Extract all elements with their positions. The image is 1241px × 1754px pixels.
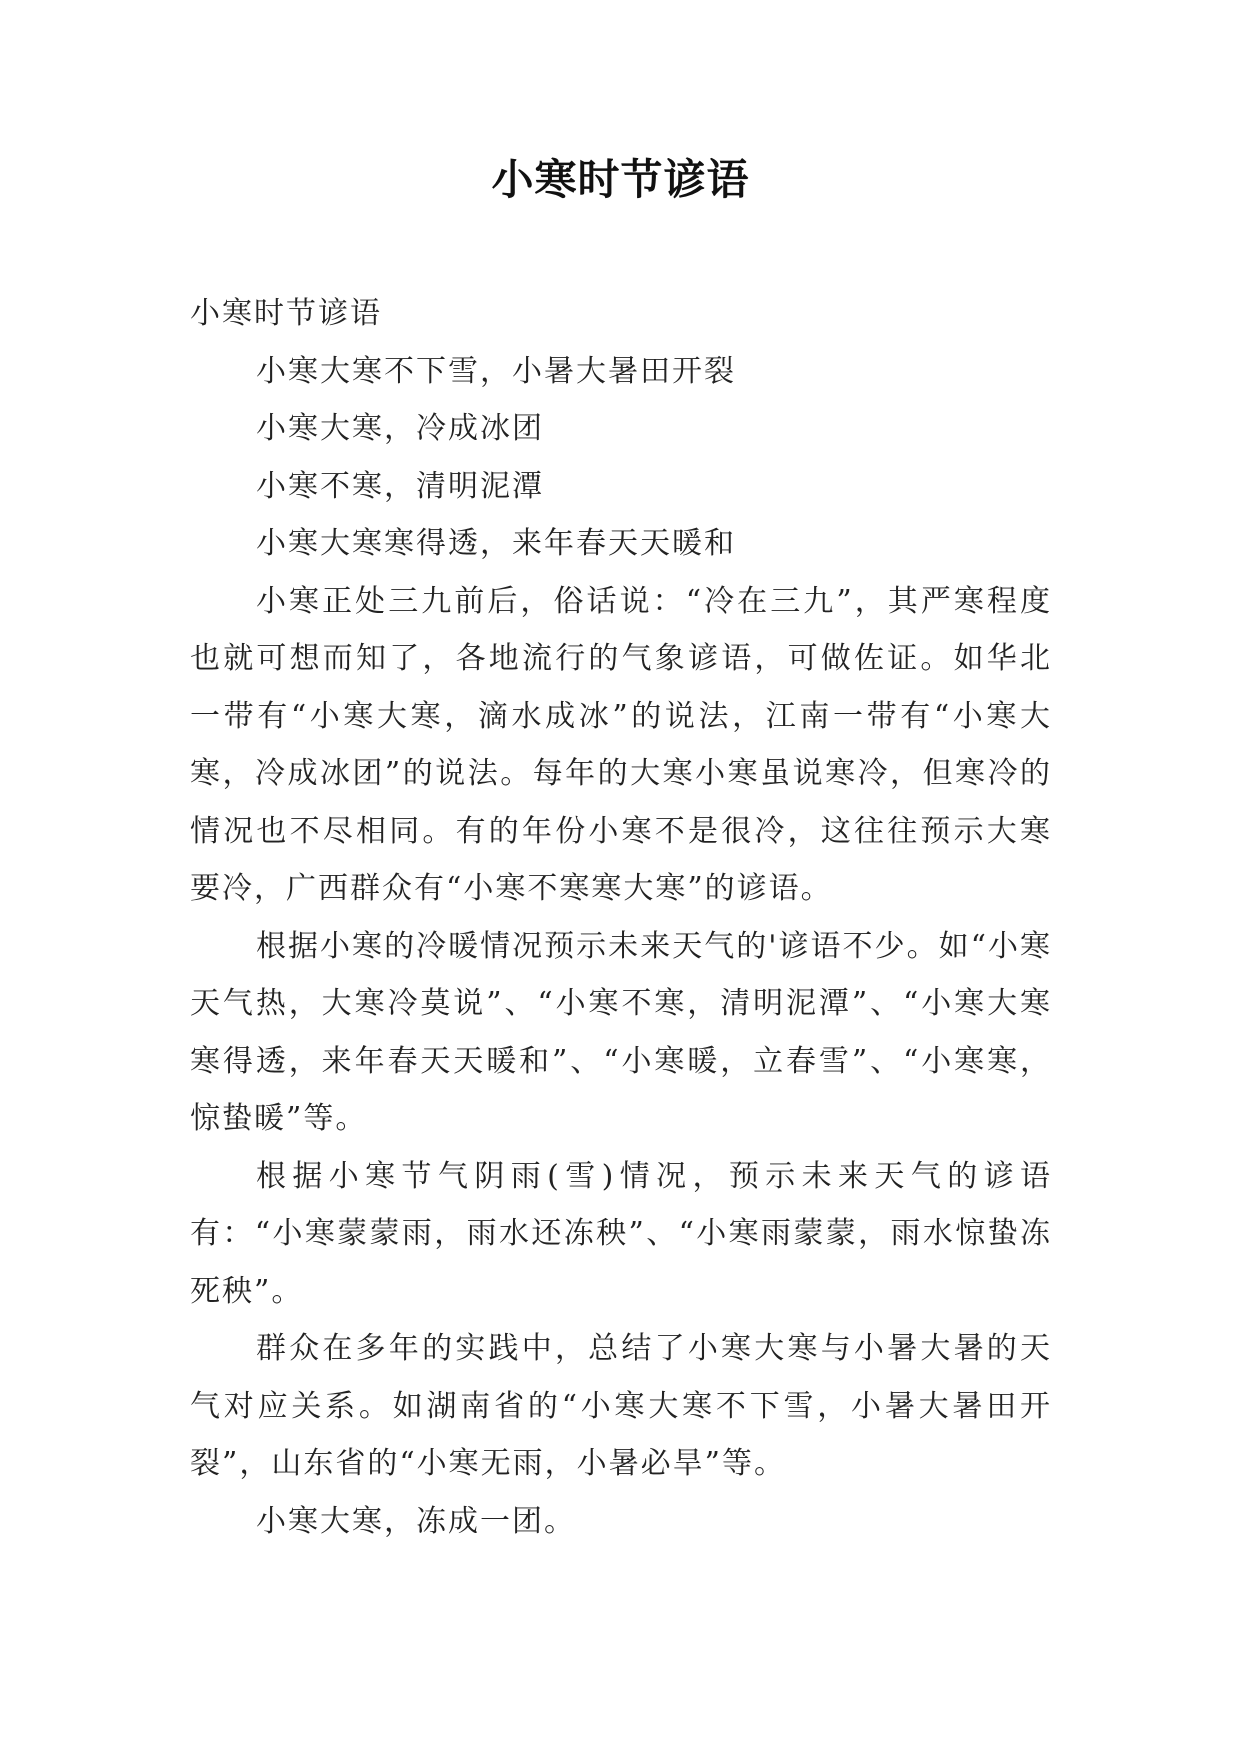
paragraph: 群众在多年的实践中，总结了小寒大寒与小暑大暑的天气对应关系。如湖南省的“小寒大寒不下雪，小暑大暑田开裂”，山东省的“小寒无雨，小暑必旱”等。 xyxy=(190,1331,1052,1481)
paragraph: 根据小寒的冷暖情况预示未来天气的'谚语不少。如“小寒天气热，大寒冷莫说”、“小寒不寒，清明泥潭”、“小寒大寒寒得透，来年春天天暖和”、“小寒暖，立春雪”、“小寒寒，惊蛰暖”等。 xyxy=(190,928,1052,1136)
paragraph: 小寒大寒不下雪，小暑大暑田开裂 xyxy=(256,353,736,389)
paragraph: 小寒正处三九前后，俗话说：“冷在三九”，其严寒程度也就可想而知了，各地流行的气象谚语，可做佐证。如华北一带有“小寒大寒，滴水成冰”的说法，江南一带有“小寒大寒，冷成冰团”的说法。每年的大寒小寒虽说寒冷，但寒冷的情况也不尽相同。有的年份小寒不是很冷，这往往预示大寒要冷，广西群众有“小寒不寒寒大寒”的谚语。 xyxy=(190,583,1052,906)
document-title: 小寒时节谚语 xyxy=(491,155,750,204)
document-subtitle: 小寒时节谚语 xyxy=(190,296,382,331)
document-body xyxy=(190,285,1052,1550)
paragraph: 小寒大寒，冷成冰团 xyxy=(256,411,544,446)
paragraph: 根据小寒节气阴雨(雪)情况，预示未来天气的谚语有：“小寒蒙蒙雨，雨水还冻秧”、“小寒雨蒙蒙，雨水惊蛰冻死秧”。 xyxy=(190,1158,1052,1309)
paragraph: 小寒不寒，清明泥潭 xyxy=(256,468,544,504)
paragraph: 小寒大寒，冻成一团。 xyxy=(256,1503,576,1539)
paragraph: 小寒大寒寒得透，来年春天天暖和 xyxy=(256,526,736,561)
